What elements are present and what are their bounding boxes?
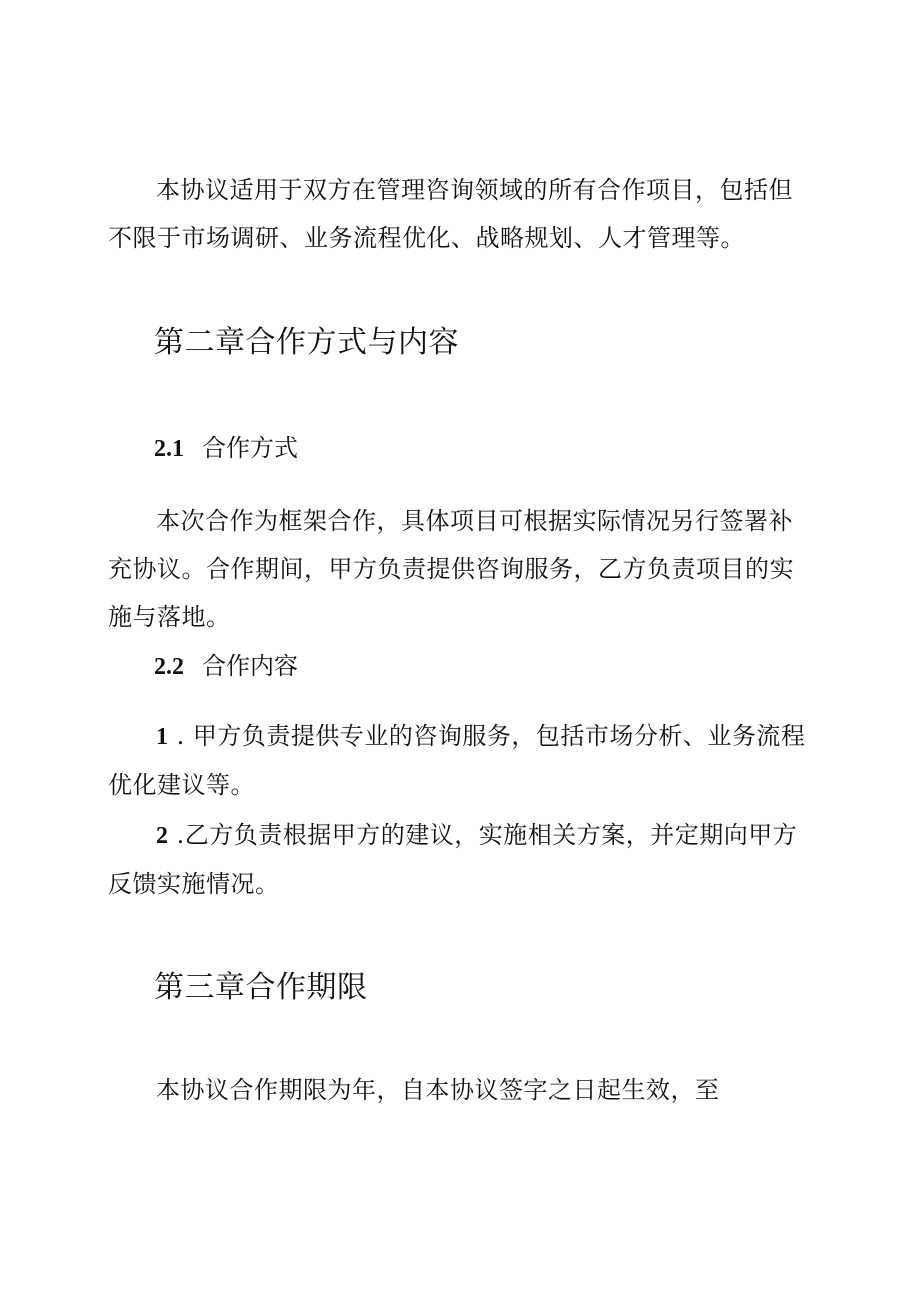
chapter-3-body: 本协议合作期限为年，自本协议签字之日起生效，至 xyxy=(156,1076,720,1104)
section-2-1-heading xyxy=(154,431,298,466)
section-2-2-heading xyxy=(154,649,298,684)
section-2-1-number: 2.1 xyxy=(154,436,184,462)
section-2-1-title: 合作方式 xyxy=(202,434,298,462)
list-item-text: .乙方负责根据甲方的建议，实施相关方案，并定期向甲方反馈实施情况。 xyxy=(108,821,798,898)
section-2-2-number: 2.2 xyxy=(154,654,184,680)
intro-paragraph: 本协议适用于双方在管理咨询领域的所有合作项目，包括但不限于市场调研、业务流程优化、战略规划、人才管理等。 xyxy=(108,176,793,252)
section-2-2-title: 合作内容 xyxy=(202,652,298,680)
chapter-3-title: 第三章合作期限 xyxy=(154,970,368,1005)
chapter-2-title: 第二章合作方式与内容 xyxy=(154,325,459,360)
section-2-1-body: 本次合作为框架合作，具体项目可根据实际情况另行签署补充协议。合作期间，甲方负责提供咨询服务，乙方负责项目的实施与落地。 xyxy=(108,507,794,631)
list-item xyxy=(108,811,814,908)
list-item-text: . 甲方负责提供专业的咨询服务，包括市场分析、业务流程优化建议等。 xyxy=(108,722,806,799)
list-item-number: 2 xyxy=(156,823,169,849)
list-item xyxy=(108,712,814,809)
list-item-number: 1 xyxy=(156,724,169,750)
